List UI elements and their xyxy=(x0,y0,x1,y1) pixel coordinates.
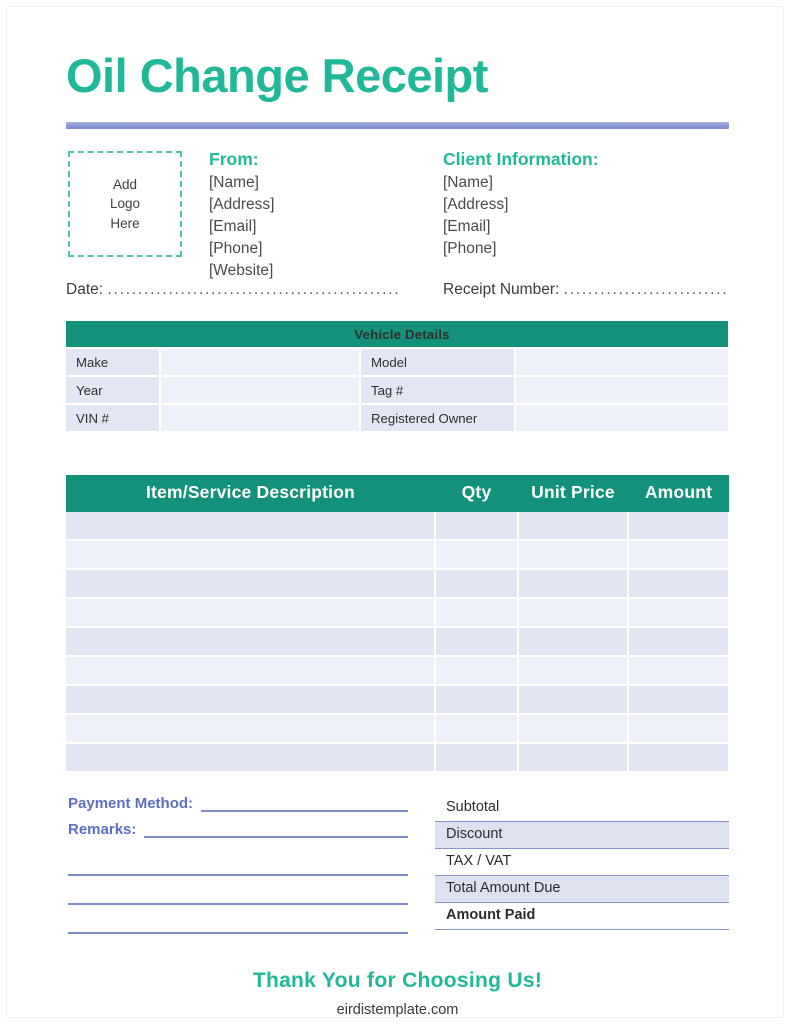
table-row xyxy=(66,376,729,404)
item-qty-cell[interactable] xyxy=(435,598,518,627)
logo-placeholder-line-1: Add xyxy=(112,176,138,192)
vehicle-year-value[interactable] xyxy=(160,376,360,404)
item-description-cell[interactable] xyxy=(66,743,435,772)
item-amount-cell[interactable] xyxy=(628,569,729,598)
table-row xyxy=(66,404,729,432)
item-description-cell[interactable] xyxy=(66,598,435,627)
item-unit-price-cell[interactable] xyxy=(518,598,628,627)
meta-row xyxy=(66,281,729,315)
item-amount-cell[interactable] xyxy=(628,627,729,656)
footer-website: eirdistemplate.com xyxy=(336,1002,459,1018)
client-heading: Client Information: xyxy=(443,149,599,169)
column-header-qty: Qty xyxy=(435,475,518,512)
totals-row-amount-paid[interactable]: Amount Paid xyxy=(435,903,729,930)
payment-method-label: Payment Method: xyxy=(68,795,194,812)
table-row xyxy=(66,627,729,656)
thank-you-message: Thank You for Choosing Us! xyxy=(252,969,543,992)
item-amount-cell[interactable] xyxy=(628,656,729,685)
client-email[interactable]: [Email] xyxy=(443,218,491,235)
from-heading: From: xyxy=(209,149,259,169)
item-unit-price-cell[interactable] xyxy=(518,714,628,743)
item-qty-cell[interactable] xyxy=(435,714,518,743)
item-description-cell[interactable] xyxy=(66,656,435,685)
table-row xyxy=(66,512,729,540)
item-unit-price-cell[interactable] xyxy=(518,540,628,569)
item-unit-price-cell[interactable] xyxy=(518,685,628,714)
remarks-label: Remarks: xyxy=(68,821,137,838)
remarks-row xyxy=(68,821,408,838)
footer xyxy=(66,969,729,1018)
table-row xyxy=(66,685,729,714)
remarks-line-1[interactable] xyxy=(68,847,408,876)
vehicle-tag-value[interactable] xyxy=(515,376,729,404)
item-unit-price-cell[interactable] xyxy=(518,656,628,685)
items-header-row xyxy=(66,475,729,512)
vehicle-model-value[interactable] xyxy=(515,348,729,376)
item-unit-price-cell[interactable] xyxy=(518,627,628,656)
table-row xyxy=(66,540,729,569)
item-description-cell[interactable] xyxy=(66,569,435,598)
logo-placeholder[interactable] xyxy=(68,151,182,257)
payment-block xyxy=(68,795,408,934)
column-header-amount: Amount xyxy=(628,475,729,512)
item-amount-cell[interactable] xyxy=(628,540,729,569)
date-label: Date: xyxy=(66,281,104,298)
title-divider xyxy=(66,122,729,129)
item-amount-cell[interactable] xyxy=(628,714,729,743)
item-qty-cell[interactable] xyxy=(435,627,518,656)
payment-method-input[interactable] xyxy=(201,797,408,812)
totals-row-tax-vat[interactable]: TAX / VAT xyxy=(435,849,729,876)
item-amount-cell[interactable] xyxy=(628,685,729,714)
item-amount-cell[interactable] xyxy=(628,743,729,772)
item-qty-cell[interactable] xyxy=(435,569,518,598)
column-header-description: Item/Service Description xyxy=(66,475,435,512)
from-phone[interactable]: [Phone] xyxy=(209,240,263,257)
item-unit-price-cell[interactable] xyxy=(518,512,628,540)
from-address[interactable]: [Address] xyxy=(209,196,275,213)
receipt-content xyxy=(66,0,729,1018)
remarks-line-2[interactable] xyxy=(68,876,408,905)
item-amount-cell[interactable] xyxy=(628,512,729,540)
vehicle-registered-owner-value[interactable] xyxy=(515,404,729,432)
parties-section xyxy=(66,149,729,279)
vehicle-make-label: Make xyxy=(66,348,160,376)
receipt-number-field[interactable] xyxy=(443,281,728,299)
item-description-cell[interactable] xyxy=(66,540,435,569)
logo-placeholder-line-3: Here xyxy=(110,215,140,231)
vehicle-registered-owner-label: Registered Owner xyxy=(360,404,515,432)
vehicle-vin-value[interactable] xyxy=(160,404,360,432)
table-row xyxy=(66,598,729,627)
item-unit-price-cell[interactable] xyxy=(518,569,628,598)
remarks-line-3[interactable] xyxy=(68,905,408,934)
bottom-section xyxy=(66,795,729,945)
item-description-cell[interactable] xyxy=(66,512,435,540)
totals-row-discount[interactable]: Discount xyxy=(435,822,729,849)
vehicle-tag-label: Tag # xyxy=(360,376,515,404)
table-row xyxy=(66,656,729,685)
client-phone[interactable]: [Phone] xyxy=(443,240,497,257)
from-name[interactable]: [Name] xyxy=(209,174,259,191)
item-qty-cell[interactable] xyxy=(435,743,518,772)
items-table xyxy=(66,475,730,773)
from-email[interactable]: [Email] xyxy=(209,218,257,235)
vehicle-year-label: Year xyxy=(66,376,160,404)
item-amount-cell[interactable] xyxy=(628,598,729,627)
totals-block xyxy=(435,795,729,930)
from-block xyxy=(209,149,274,282)
item-description-cell[interactable] xyxy=(66,627,435,656)
client-address[interactable]: [Address] xyxy=(443,196,509,213)
vehicle-details-table xyxy=(66,321,730,433)
vehicle-make-value[interactable] xyxy=(160,348,360,376)
item-description-cell[interactable] xyxy=(66,714,435,743)
vehicle-details-title: Vehicle Details xyxy=(66,321,729,348)
item-qty-cell[interactable] xyxy=(435,512,518,540)
totals-row-total-amount-due[interactable]: Total Amount Due xyxy=(435,876,729,903)
vehicle-details-title-row xyxy=(66,321,729,348)
from-website[interactable]: [Website] xyxy=(209,262,274,279)
page-title: Oil Change Receipt xyxy=(66,49,488,102)
remarks-input[interactable] xyxy=(144,823,408,838)
item-unit-price-cell[interactable] xyxy=(518,743,628,772)
receipt-number-label: Receipt Number: xyxy=(443,281,560,298)
item-qty-cell[interactable] xyxy=(435,685,518,714)
logo-placeholder-line-2: Logo xyxy=(109,196,141,212)
client-block xyxy=(443,149,599,260)
table-row xyxy=(66,569,729,598)
client-name[interactable]: [Name] xyxy=(443,174,493,191)
vehicle-model-label: Model xyxy=(360,348,515,376)
payment-method-row xyxy=(68,795,408,812)
table-row xyxy=(66,743,729,772)
totals-row-subtotal[interactable]: Subtotal xyxy=(435,795,729,822)
receipt-number-dotted-fill: ........................... xyxy=(563,281,729,298)
vehicle-vin-label: VIN # xyxy=(66,404,160,432)
item-description-cell[interactable] xyxy=(66,685,435,714)
table-row xyxy=(66,348,729,376)
table-row xyxy=(66,714,729,743)
date-dotted-fill: ................................................ xyxy=(107,281,401,298)
column-header-unit-price: Unit Price xyxy=(518,475,628,512)
items-table-body xyxy=(66,512,729,772)
date-field[interactable] xyxy=(66,281,400,299)
item-qty-cell[interactable] xyxy=(435,540,518,569)
item-qty-cell[interactable] xyxy=(435,656,518,685)
